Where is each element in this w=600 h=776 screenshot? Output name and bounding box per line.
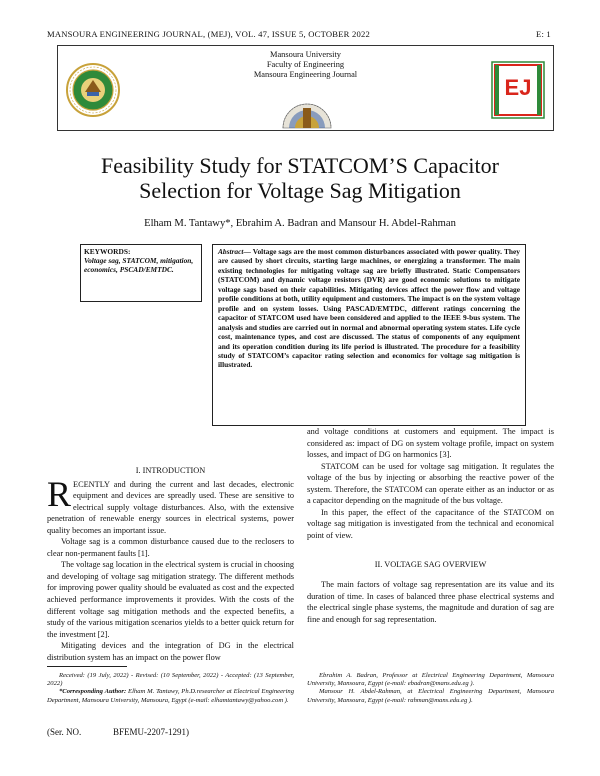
banner-faculty: Faculty of Engineering — [266, 60, 345, 69]
paper-title-line2: Selection for Voltage Sag Mitigation — [139, 178, 461, 203]
page-number: E: 1 — [536, 29, 551, 39]
footnotes-right — [307, 672, 554, 705]
banner-text — [58, 50, 553, 80]
dropcap: R — [47, 473, 72, 514]
intro-paragraph-2: Voltage sag is a common disturbance caused due to the reclosers to clear non-permanent faults [1]. — [47, 537, 294, 558]
corresponding-label: *Corresponding Author: — [59, 688, 127, 696]
right-column — [307, 426, 554, 625]
paper-title-line1: Feasibility Study for STATCOM’S Capacitor — [101, 153, 499, 178]
section-heading-voltage-sag: II. VOLTAGE SAG OVERVIEW — [374, 560, 487, 570]
abstract-label: Abstract— — [218, 247, 251, 256]
keywords-label: KEYWORDS: — [84, 247, 131, 256]
paper-title — [40, 153, 560, 203]
mej-logo — [491, 61, 545, 119]
left-column — [47, 465, 294, 663]
intro-paragraph-1: ECENTLY and during the current and last decades, electronic equipment and devices are spreadly used. These are sensitive to electrical supply voltage disturbances. Also, with the extensive penetration of renewable energy sources in electrical systems, power quality becomes an important issue. — [47, 479, 294, 535]
footnote-badran: Ebrahim A. Badran, Professor at Electrical Engineering Department, Mansoura University, Mansoura, Egypt (e-mail: ebadran@mans.edu.eg ). — [307, 672, 554, 688]
keywords-box — [80, 244, 202, 302]
mej-logo-text: EJ — [504, 75, 532, 100]
university-logo-icon — [65, 62, 121, 118]
faculty-emblem-icon — [279, 86, 335, 130]
banner-journal: Mansoura Engineering Journal — [253, 70, 358, 79]
banner-university: Mansoura University — [270, 50, 341, 59]
abstract-text: Voltage sags are the most common disturbances associated with power quality. They are caused by short circuits, starting large machines, or energizing a transformer. The main existing technologies for mitigating voltage sag are briefly illustrated. Static Compensators (STATCOM) and dynamic voltage resistors (DVR) are good economic solutions to mitigate voltage sags based on their capabilities. Mitigating devices affect the power flow and voltage profile conditions at both, utility equipment and customers. The impact is on the system voltage profile and on system losses. Using PASCAD/EMTDC, different ratings concerning the capacitor of STATCOM used have been considered and applied to the IEEE 9-bus system. The analysis and studies are carried out in normal and abnormal operating system states. Life cycle cost, maintenance types, and cost are discussed. The status of components of any equipment and its operation condition during its life period is illustrated. The procedure for a feasibility study of STATCOM’s capacitor rating selection and economics for voltage sag mitigation is illustrated. — [218, 247, 520, 370]
received-dates: Received: (19 July, 2022) - Revised: (10 September, 2022) - Accepted: (13 September, 2022) — [47, 672, 294, 688]
right-paragraph-4: The main factors of voltage sag representation are its value and its duration of time. In cases of balanced three phase electrical systems and the electrical single phase systems, the magnitude and duration of sag are fine and enough for sag representation. — [307, 580, 554, 624]
serial-number-label: (Ser. NO. — [47, 727, 82, 737]
right-paragraph-2: STATCOM can be used for voltage sag mitigation. It regulates the voltage of the bus by injecting or absorbing the reactive power of the system. Therefore, the STATCOM can operate either as an inductor or as a capacitor depending on the magnitude of the bus voltage. — [307, 461, 554, 506]
footnote-rule-left — [47, 666, 127, 667]
footnote-abdel-rahman: Mansour H. Abdel-Rahman, at Electrical Engineering Department, Mansoura University, Mansoura, Egypt (e-mail: rahman@mans.edu.eg ). — [307, 688, 554, 704]
intro-paragraph-3: The voltage sag location in the electrical system is crucial in choosing and developing of voltage sag mitigation strategy. The different methods for improving power quality should be evaluated as cost and the expected achieved performance improvements it provides. With the costs of the different voltage sag mitigation methods and the expected benefits, a study of the various mitigation scenarios yields to a better quick return for the investment [2]. — [47, 560, 294, 639]
footnotes-left — [47, 672, 294, 705]
abstract-box — [212, 244, 526, 426]
serial-number-code: BFEMU-2207-1291) — [113, 727, 189, 737]
intro-paragraph-4: Mitigating devices and the integration of DG in the electrical distribution system has an impact on the power flow — [47, 641, 294, 662]
paper-authors: Elham M. Tantawy*, Ebrahim A. Badran and Mansour H. Abdel-Rahman — [144, 218, 456, 229]
right-paragraph-3: In this paper, the effect of the capacitance of the STATCOM on voltage sag mitigation is investigated from the technical and economical point of view. — [307, 507, 554, 540]
right-paragraph-1: and voltage conditions at customers and equipment. The impact is considered as: impact of DG on system voltage profile, impact on system losses, and impact of DG on harmonics [3]. — [307, 427, 554, 460]
keywords-text: Voltage sag, STATCOM, mitigation, economics, PSCAD/EMTDC. — [84, 256, 194, 275]
corresponding-author: *Corresponding Author: Elham M. Tantawy, Ph.D.researcher at Electrical Engineering Department, Mansoura University, Mansoura, Egypt (e-mail: elhamtantawy@yahoo.com ). — [47, 688, 295, 704]
section-heading-introduction: I. INTRODUCTION — [135, 466, 206, 475]
journal-header: MANSOURA ENGINEERING JOURNAL, (MEJ), VOL. 47, ISSUE 5, OCTOBER 2022 — [47, 29, 370, 39]
journal-banner — [57, 45, 554, 131]
